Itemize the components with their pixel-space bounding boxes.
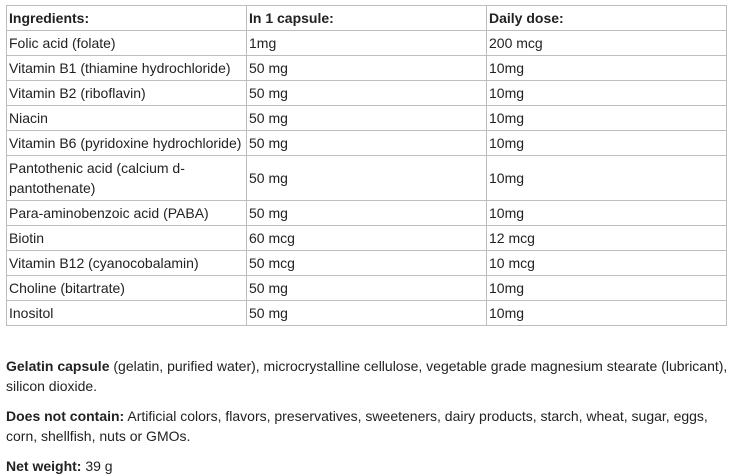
per-capsule-amount: 50 mcg xyxy=(247,251,487,276)
ingredient-name: Folic acid (folate) xyxy=(7,31,247,56)
table-row xyxy=(7,156,727,201)
header-daily-dose: Daily dose: xyxy=(487,6,727,31)
table-row xyxy=(7,131,727,156)
table-row xyxy=(7,106,727,131)
gelatin-capsule-text: (gelatin, purified water), microcrystalline cellulose, vegetable grade magnesium stearate (lubricant), silicon dioxide. xyxy=(6,358,728,394)
per-capsule-amount: 50 mg xyxy=(247,201,487,226)
ingredient-name: Choline (bitartrate) xyxy=(7,276,247,301)
per-capsule-amount: 1mg xyxy=(247,31,487,56)
daily-dose-amount: 10mg xyxy=(487,301,727,326)
daily-dose-amount: 10mg xyxy=(487,131,727,156)
daily-dose-amount: 10mg xyxy=(487,201,727,226)
gelatin-capsule-paragraph xyxy=(6,356,728,396)
daily-dose-amount: 200 mcg xyxy=(487,31,727,56)
ingredients-table xyxy=(6,5,727,326)
gelatin-capsule-label: Gelatin capsule xyxy=(6,358,110,374)
ingredient-name: Biotin xyxy=(7,226,247,251)
net-weight-label: Net weight: xyxy=(6,458,82,474)
header-ingredients: Ingredients: xyxy=(7,6,247,31)
table-row xyxy=(7,226,727,251)
per-capsule-amount: 50 mg xyxy=(247,156,487,201)
table-row xyxy=(7,276,727,301)
table-row xyxy=(7,251,727,276)
header-per-capsule: In 1 capsule: xyxy=(247,6,487,31)
daily-dose-amount: 10mg xyxy=(487,276,727,301)
per-capsule-amount: 60 mcg xyxy=(247,226,487,251)
table-row xyxy=(7,56,727,81)
ingredient-name: Para-aminobenzoic acid (PABA) xyxy=(7,201,247,226)
per-capsule-amount: 50 mg xyxy=(247,276,487,301)
ingredient-name: Vitamin B2 (riboflavin) xyxy=(7,81,247,106)
daily-dose-amount: 10mg xyxy=(487,81,727,106)
does-not-contain-label: Does not contain: xyxy=(6,408,125,424)
net-weight-value: 39 g xyxy=(81,458,113,474)
ingredient-name: Vitamin B6 (pyridoxine hydrochloride) xyxy=(7,131,247,156)
product-info xyxy=(6,5,728,476)
ingredient-name: Vitamin B12 (cyanocobalamin) xyxy=(7,251,247,276)
table-row xyxy=(7,301,727,326)
table-row xyxy=(7,201,727,226)
does-not-contain-paragraph xyxy=(6,406,728,446)
daily-dose-amount: 10 mcg xyxy=(487,251,727,276)
daily-dose-amount: 12 mcg xyxy=(487,226,727,251)
per-capsule-amount: 50 mg xyxy=(247,106,487,131)
per-capsule-amount: 50 mg xyxy=(247,56,487,81)
ingredient-name: Niacin xyxy=(7,106,247,131)
per-capsule-amount: 50 mg xyxy=(247,301,487,326)
table-header-row xyxy=(7,6,727,31)
per-capsule-amount: 50 mg xyxy=(247,131,487,156)
ingredient-name: Vitamin B1 (thiamine hydrochloride) xyxy=(7,56,247,81)
net-weight-paragraph xyxy=(6,456,728,476)
ingredient-name: Pantothenic acid (calcium d-pantothenate) xyxy=(7,156,247,201)
per-capsule-amount: 50 mg xyxy=(247,81,487,106)
does-not-contain-text: Artificial colors, flavors, preservatives, sweeteners, dairy products, starch, wheat, sugar, eggs, corn, shellfish, nuts or GMOs. xyxy=(6,408,708,444)
table-row xyxy=(7,81,727,106)
ingredient-name: Inositol xyxy=(7,301,247,326)
daily-dose-amount: 10mg xyxy=(487,56,727,81)
daily-dose-amount: 10mg xyxy=(487,156,727,201)
daily-dose-amount: 10mg xyxy=(487,106,727,131)
table-row xyxy=(7,31,727,56)
